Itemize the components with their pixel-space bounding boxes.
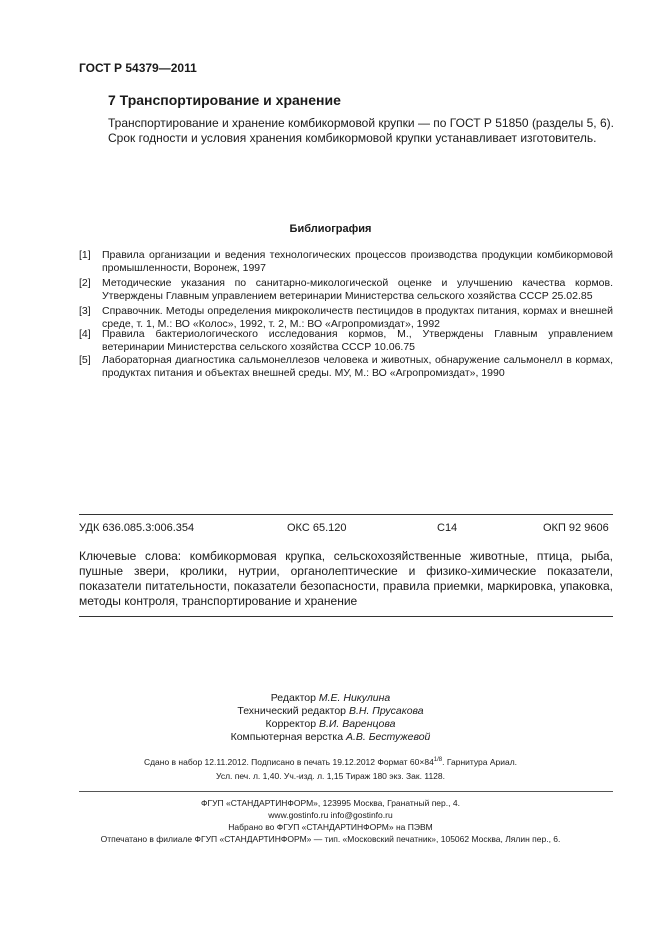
bibliography-number: [5]	[79, 354, 91, 366]
credit-role: Корректор	[265, 718, 317, 730]
credit-role: Редактор	[270, 692, 316, 704]
keywords: Ключевые слова: комбикормовая крупка, сельскохозяйственные животные, птица, рыба, пушные звери, кролики, нутрии, органолептические и физико-химические показатели, показатели питательности, показатели безопасности, правила приемки, маркировка, упаковка, методы контроля, транспортирование и хранение	[79, 549, 613, 608]
imprint-text: . Гарнитура Ариал.	[442, 757, 518, 767]
bibliography-text: Правила бактериологического исследования кормов, М., Утверждены Главным управлением ветеринарии Министерства сельского хозяйства СССР 10.06.75	[102, 328, 613, 353]
publisher-contacts: www.gostinfo.ru info@gostinfo.ru	[268, 810, 393, 820]
bibliography-text: Лабораторная диагностика сальмонеллезов человека и животных, обнаружение сальмонелл в кормах, продуктах питания и объектах внешней среды. МУ, М.: ВО «Агропромиздат», 1990	[102, 354, 613, 379]
publisher-typeset: Набрано во ФГУП «СТАНДАРТИНФОРМ» на ПЭВМ	[228, 822, 433, 832]
bibliography-item	[79, 249, 613, 275]
section-line: Транспортирование и хранение комбикормовой крупки — по ГОСТ Р 51850 (разделы 5, 6).	[108, 116, 614, 130]
credit-line	[0, 705, 661, 718]
bibliography-number: [3]	[79, 305, 91, 317]
credit-name: А.В. Бестужевой	[345, 731, 431, 743]
credit-role: Технический редактор	[237, 705, 347, 717]
format-fraction: 1/8	[433, 757, 443, 764]
bibliography-number: [2]	[79, 277, 91, 289]
bibliography-text: Правила организации и ведения технологических процессов производства продукции комбикормовой промышленности, Воронеж, 1997	[102, 249, 613, 274]
bibliography-item	[79, 328, 613, 354]
credit-role: Компьютерная верстка	[230, 731, 344, 743]
credit-name: В.И. Варенцова	[318, 718, 396, 730]
bibliography-number: [1]	[79, 249, 91, 261]
credit-line	[0, 731, 661, 744]
imprint-line: Усл. печ. л. 1,40. Уч.-изд. л. 1,15 Тираж 180 экз. Зак. 1128.	[216, 771, 445, 781]
credits	[0, 692, 661, 744]
bibliography-number: [4]	[79, 328, 91, 340]
bibliography-text: Методические указания по санитарно-микологической оценке и улучшению качества кормов. Утверждены Главным управлением ветеринарии Министерства сельского хозяйства СССР 25.02.85	[102, 277, 613, 302]
bibliography-item	[79, 277, 613, 303]
section-line: Срок годности и условия хранения комбикормовой крупки устанавливает изготовитель.	[108, 131, 597, 145]
divider	[79, 514, 613, 515]
udk-code: УДК 636.085.3:006.354	[79, 522, 195, 534]
divider	[79, 616, 613, 617]
bibliography-item	[79, 354, 613, 380]
bibliography-text: Справочник. Методы определения микроколичеств пестицидов в продуктах питания, кормах и внешней среде, т. 1, М.: ВО «Колос», 1992, т. 2, М.: ВО «Агропромиздат», 1992	[102, 305, 613, 330]
credit-line	[0, 692, 661, 705]
bibliography-title: Библиография	[289, 223, 372, 235]
publisher-address: ФГУП «СТАНДАРТИНФОРМ», 123995 Москва, Гранатный пер., 4.	[201, 798, 460, 808]
standard-number: ГОСТ Р 54379—2011	[79, 61, 197, 75]
okp-code: ОКП 92 9606	[543, 522, 609, 534]
publisher-printed: Отпечатано в филиале ФГУП «СТАНДАРТИНФОРМ» — тип. «Московский печатник», 105062 Москва, Лялин пер., 6.	[100, 834, 561, 844]
oks-code: ОКС 65.120	[287, 522, 347, 534]
credit-name: М.Е. Никулина	[318, 692, 391, 704]
section-title: 7 Транспортирование и хранение	[108, 92, 341, 108]
category-code: С14	[437, 522, 458, 534]
section-paragraph	[108, 116, 614, 146]
imprint-line	[0, 757, 661, 767]
divider	[79, 791, 613, 792]
credit-name: В.Н. Прусакова	[348, 705, 424, 717]
credit-line	[0, 718, 661, 731]
imprint-text: Сдано в набор 12.11.2012. Подписано в печать 19.12.2012 Формат 60×84	[143, 757, 434, 767]
